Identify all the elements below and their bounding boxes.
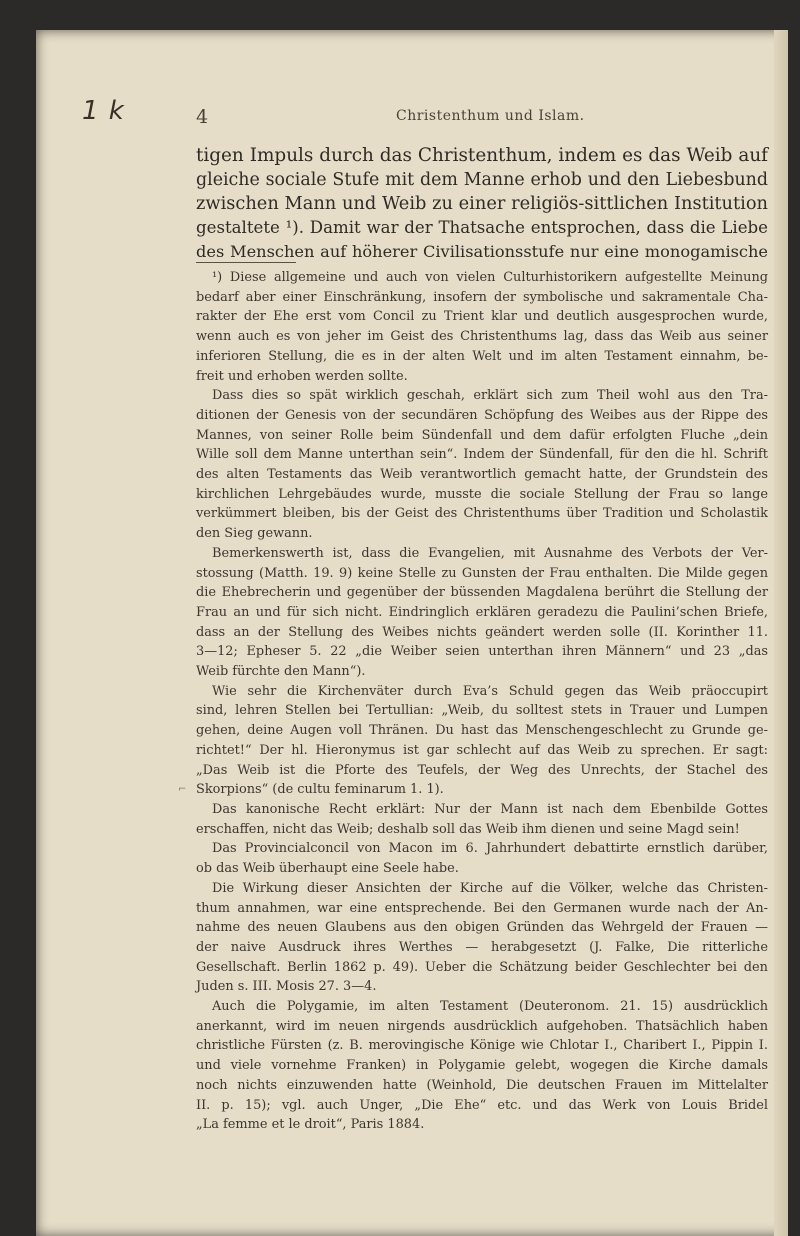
footnote-line: Dass dies so spät wirklich geschah, erklärt sich zum Theil wohl aus den Tra- xyxy=(212,388,768,404)
footnote-line: „Das Weib ist die Pforte des Teufels, der Weg des Unrechts, der Stachel des xyxy=(196,762,768,778)
footnote-line: Bemerkenswerth ist, dass die Evangelien, mit Ausnahme des Verbots der Ver- xyxy=(212,545,768,561)
footnote-line: der naive Ausdruck ihres Werthes — herabgesetzt (J. Falke, Die ritterliche xyxy=(196,939,768,955)
handwritten-annotation: 1 k xyxy=(82,96,125,126)
page-number: 4 xyxy=(196,106,209,128)
footnote-line: bedarf aber einer Einschränkung, insofern der symbolische und sakramentale Cha- xyxy=(196,289,768,305)
footnote-line: die Ehebrecherin und gegenüber der büssenden Magdalena berührt die Stellung der xyxy=(196,585,768,601)
main-text xyxy=(196,144,768,264)
footnote-line: dass an der Stellung des Weibes nichts geändert werden solle (II. Korinther 11. xyxy=(196,624,768,640)
footnote-line: thum annahmen, war eine entsprechende. Bei den Germanen wurde nach der An- xyxy=(196,900,768,916)
footnote-line: sind, lehren Stellen bei Tertullian: „Weib, du solltest stets in Trauer und Lumpen xyxy=(196,703,768,719)
footnote-line: ditionen der Genesis von der secundären Schöpfung des Weibes aus der Rippe des xyxy=(196,407,768,423)
footnote-line: Skorpions“ (de cultu feminarum 1. 1). xyxy=(196,782,444,798)
footnote-line: Juden s. III. Mosis 27. 3—4. xyxy=(196,979,377,995)
footnote-line: Mannes, von seiner Rolle beim Sündenfall und dem dafür erfolgten Fluche „dein xyxy=(196,427,768,443)
footnote-line: Wille soll dem Manne unterthan sein“. Indem der Sündenfall, für den die hl. Schrift xyxy=(196,447,768,463)
footnote-line: freit und erhoben werden sollte. xyxy=(196,368,408,384)
footnote-line: kirchlichen Lehrgebäudes wurde, musste die sociale Stellung der Frau so lange xyxy=(196,486,768,502)
footnote-line: des alten Testaments das Weib verantwortlich gemacht hatte, der Grundstein des xyxy=(196,467,768,483)
footnote-rule xyxy=(196,262,296,263)
footnote-line: Das kanonische Recht erklärt: Nur der Mann ist nach dem Ebenbilde Gottes xyxy=(212,801,768,817)
footnote-line: Frau an und für sich nicht. Eindringlich erklären geradezu die Paulini’schen Briefe, xyxy=(196,604,768,620)
main-text-line: tigen Impuls durch das Christenthum, indem es das Weib auf xyxy=(196,145,768,166)
footnote-line: verkümmert bleiben, bis der Geist des Christenthums über Tradition und Scholastik xyxy=(196,506,768,522)
main-text-line: des Menschen auf höherer Civilisationsstufe nur eine monogamische xyxy=(196,242,768,261)
footnote-line: nahme des neuen Glaubens aus den obigen Gründen das Wehrgeld der Frauen — xyxy=(196,920,768,936)
footnote-line: stossung (Matth. 19. 9) keine Stelle zu Gunsten der Frau enthalten. Die Milde gegen xyxy=(196,565,768,581)
footnote-line: Wie sehr die Kirchenväter durch Eva’s Schuld gegen das Weib präoccupirt xyxy=(212,683,768,699)
footnote-line: Weib fürchte den Mann“). xyxy=(196,664,366,680)
footnote-line: 3—12; Epheser 5. 22 „die Weiber seien unterthan ihren Männern“ und 23 „das xyxy=(196,644,768,660)
footnote-text xyxy=(196,268,768,1135)
footnote-line: erschaffen, nicht das Weib; deshalb soll das Weib ihm dienen und seine Magd sein! xyxy=(196,821,740,837)
footnote-line: „La femme et le droit“, Paris 1884. xyxy=(196,1117,425,1133)
footnote-line: christliche Fürsten (z. B. merovingische Könige wie Chlotar I., Charibert I., Pippin I. xyxy=(196,1038,768,1054)
footnote-line: inferioren Stellung, die es in der alten Welt und im alten Testament einnahm, be- xyxy=(196,348,768,364)
footnote-line: gehen, deine Augen voll Thränen. Du hast das Menschengeschlecht zu Grunde ge- xyxy=(196,723,768,739)
footnote-line: Das Provincialconcil von Macon im 6. Jahrhundert debattirte ernstlich darüber, xyxy=(212,841,768,857)
footnote-line: wenn auch es von jeher im Geist des Christenthums lag, dass das Weib aus seiner xyxy=(196,329,768,345)
footnote-line: II. p. 15); vgl. auch Unger, „Die Ehe“ etc. und das Werk von Louis Bridel xyxy=(196,1097,768,1113)
footnote-line: richtet!“ Der hl. Hieronymus ist gar schlecht auf das Weib zu sprechen. Er sagt: xyxy=(196,742,768,758)
footnote-line: Die Wirkung dieser Ansichten der Kirche auf die Völker, welche das Christen- xyxy=(212,880,768,896)
footnote-line: ob das Weib überhaupt eine Seele habe. xyxy=(196,861,459,877)
footnote-line: noch nichts einzuwenden hatte (Weinhold, Die deutschen Frauen im Mittelalter xyxy=(196,1077,768,1093)
footnote-line: Gesellschaft. Berlin 1862 p. 49). Ueber die Schätzung beider Geschlechter bei den xyxy=(196,959,768,975)
main-text-line: gestaltete ¹). Damit war der Thatsache entsprochen, dass die Liebe xyxy=(196,218,768,237)
footnote-line: und viele vornehme Franken) in Polygamie gelebt, wogegen die Kirche damals xyxy=(196,1058,768,1074)
page-header xyxy=(196,106,756,130)
running-head: Christenthum und Islam. xyxy=(396,108,585,124)
footnote-line: Auch die Polygamie, im alten Testament (Deuteronom. 21. 15) ausdrücklich xyxy=(212,999,768,1015)
page-mark: ⌐ xyxy=(178,784,187,795)
footnote-line: rakter der Ehe erst vom Concil zu Trient klar und deutlich ausgesprochen wurde, xyxy=(196,309,768,325)
main-text-line: gleiche sociale Stufe mit dem Manne erhob und den Liebesbund xyxy=(196,170,768,190)
main-text-line: zwischen Mann und Weib zu einer religiös-sittlichen Institution xyxy=(196,193,768,214)
footnote-line: den Sieg gewann. xyxy=(196,526,313,542)
footnote-line: ¹) Diese allgemeine und auch von vielen Culturhistorikern aufgestellte Meinung xyxy=(212,270,768,285)
footnote-line: anerkannt, wird im neuen nirgends ausdrücklich aufgehoben. Thatsächlich haben xyxy=(196,1018,768,1034)
